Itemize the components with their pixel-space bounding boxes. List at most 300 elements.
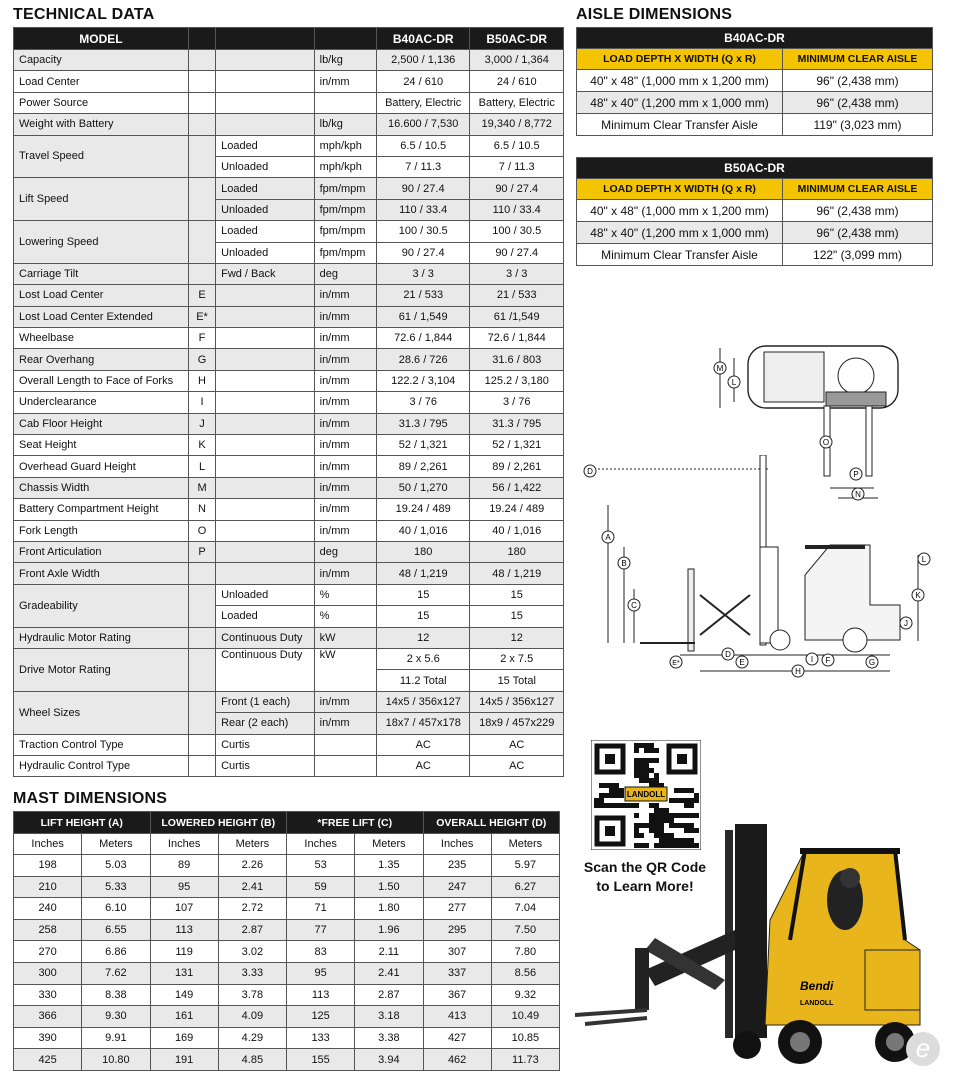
mast-unit-header: Inches	[287, 834, 355, 855]
tech-row	[14, 370, 564, 391]
mast-cell: 307	[423, 941, 491, 963]
tech-condition	[216, 520, 315, 541]
tech-value: 14x5 / 356x127	[470, 691, 564, 712]
tech-param-name: Cab Floor Height	[14, 413, 189, 434]
mast-cell: 89	[150, 855, 218, 877]
tech-value: 90 / 27.4	[470, 178, 564, 199]
tech-value: AC	[470, 734, 564, 755]
aisle-col-clear: MINIMUM CLEAR AISLE	[783, 179, 933, 200]
mast-cell: 9.91	[82, 1027, 150, 1049]
tech-letter	[188, 755, 215, 776]
tech-value: 19.24 / 489	[470, 499, 564, 520]
tech-row	[14, 349, 564, 370]
tech-value: 19,340 / 8,772	[470, 114, 564, 135]
aisle-cell: 40" x 48" (1,000 mm x 1,200 mm)	[577, 200, 783, 222]
aisle-cell: 96" (2,438 mm)	[783, 222, 933, 244]
tech-value: 21 / 533	[470, 285, 564, 306]
tech-value: 100 / 30.5	[470, 221, 564, 242]
tech-unit: in/mm	[314, 370, 376, 391]
tech-param-name: Lowering Speed	[14, 221, 189, 264]
tech-unit: lb/kg	[314, 114, 376, 135]
mast-cell: 2.11	[355, 941, 423, 963]
mast-cell: 155	[287, 1049, 355, 1071]
tech-letter: M	[188, 477, 215, 498]
tech-row	[14, 263, 564, 284]
tech-param-name: Wheel Sizes	[14, 691, 189, 734]
mast-cell: 6.55	[82, 919, 150, 941]
tech-param-name: Overall Length to Face of Forks	[14, 370, 189, 391]
mast-cell: 1.80	[355, 898, 423, 920]
label-d-bottom: D	[725, 650, 731, 659]
tech-letter	[188, 71, 215, 92]
tech-letter: K	[188, 435, 215, 456]
aisle-row	[577, 244, 933, 266]
side-view-diagram	[580, 455, 940, 680]
tech-condition	[216, 71, 315, 92]
tech-condition	[216, 413, 315, 434]
tech-value: 15 Total	[470, 670, 564, 691]
tech-value: Battery, Electric	[376, 92, 470, 113]
tech-value: 40 / 1,016	[470, 520, 564, 541]
aisle-table-b50	[576, 157, 933, 266]
mast-cell: 5.03	[82, 855, 150, 877]
tech-condition: Continuous Duty	[216, 627, 315, 648]
mast-cell: 10.85	[491, 1027, 559, 1049]
tech-row	[14, 114, 564, 135]
tech-param-name: Travel Speed	[14, 135, 189, 178]
tech-letter: I	[188, 392, 215, 413]
label-d-side: D	[587, 467, 593, 476]
mast-cell: 2.72	[218, 898, 286, 920]
mast-row	[14, 919, 560, 941]
mast-cell: 2.41	[218, 876, 286, 898]
tech-value: 19.24 / 489	[376, 499, 470, 520]
label-p: P	[853, 470, 859, 479]
aisle-col-load: LOAD DEPTH X WIDTH (Q x R)	[577, 49, 783, 70]
mast-cell: 198	[14, 855, 82, 877]
qr-logo: LANDOLL	[626, 790, 666, 799]
tech-row	[14, 734, 564, 755]
tech-value: 89 / 2,261	[376, 456, 470, 477]
tech-condition: Unloaded	[216, 199, 315, 220]
tech-value: 110 / 33.4	[470, 199, 564, 220]
mast-cell: 113	[287, 984, 355, 1006]
aisle-cell: 122" (3,099 mm)	[783, 244, 933, 266]
tech-condition: Front (1 each)	[216, 691, 315, 712]
mast-row	[14, 1027, 560, 1049]
tech-value: 6.5 / 10.5	[470, 135, 564, 156]
mast-cell: 149	[150, 984, 218, 1006]
tech-letter	[188, 627, 215, 648]
tech-param-name: Front Axle Width	[14, 563, 189, 584]
tech-value: 3 / 3	[376, 263, 470, 284]
aisle-cell: Minimum Clear Transfer Aisle	[577, 114, 783, 136]
tech-row	[14, 413, 564, 434]
tech-param-name: Front Articulation	[14, 541, 189, 562]
mast-cell: 270	[14, 941, 82, 963]
mast-cell: 3.38	[355, 1027, 423, 1049]
mast-unit-header: Inches	[14, 834, 82, 855]
tech-letter	[188, 221, 215, 264]
forklift-model: LANDOLL	[800, 1000, 834, 1007]
tech-unit: in/mm	[314, 285, 376, 306]
aisle-table-b40	[576, 27, 933, 136]
tech-unit	[314, 92, 376, 113]
tech-letter: P	[188, 541, 215, 562]
tech-unit: in/mm	[314, 392, 376, 413]
tech-value: 2 x 7.5	[470, 648, 564, 669]
tech-condition: Curtis	[216, 755, 315, 776]
tech-value: 100 / 30.5	[376, 221, 470, 242]
tech-row	[14, 477, 564, 498]
mast-cell: 425	[14, 1049, 82, 1071]
tech-title: TECHNICAL DATA	[13, 6, 155, 23]
tech-condition: Loaded	[216, 221, 315, 242]
tech-unit: %	[314, 584, 376, 605]
tech-condition: Rear (2 each)	[216, 713, 315, 734]
tech-condition: Unloaded	[216, 156, 315, 177]
tech-value: 6.5 / 10.5	[376, 135, 470, 156]
technical-data-table	[13, 27, 564, 777]
tech-value: 15	[376, 584, 470, 605]
tech-letter: O	[188, 520, 215, 541]
label-o: O	[822, 438, 830, 447]
tech-condition	[216, 285, 315, 306]
tech-unit: in/mm	[314, 477, 376, 498]
mast-cell: 210	[14, 876, 82, 898]
tech-value: 90 / 27.4	[470, 242, 564, 263]
tech-value: 52 / 1,321	[470, 435, 564, 456]
tech-col-header: B50AC-DR	[470, 28, 564, 50]
mast-cell: 6.10	[82, 898, 150, 920]
tech-row	[14, 541, 564, 562]
tech-condition: Unloaded	[216, 242, 315, 263]
tech-row	[14, 92, 564, 113]
mast-cell: 71	[287, 898, 355, 920]
tech-unit: in/mm	[314, 713, 376, 734]
tech-row	[14, 392, 564, 413]
mast-cell: 300	[14, 962, 82, 984]
tech-value: 90 / 27.4	[376, 242, 470, 263]
tech-condition	[216, 392, 315, 413]
tech-unit: in/mm	[314, 499, 376, 520]
aisle-col-clear: MINIMUM CLEAR AISLE	[783, 49, 933, 70]
tech-letter	[188, 648, 215, 691]
tech-col-header	[314, 28, 376, 50]
mast-cell: 277	[423, 898, 491, 920]
tech-unit: fpm/mpm	[314, 178, 376, 199]
mast-cell: 1.35	[355, 855, 423, 877]
tech-value: 12	[376, 627, 470, 648]
mast-cell: 235	[423, 855, 491, 877]
tech-unit: deg	[314, 263, 376, 284]
mast-unit-header: Meters	[218, 834, 286, 855]
tech-value: 110 / 33.4	[376, 199, 470, 220]
mast-cell: 9.32	[491, 984, 559, 1006]
tech-condition	[216, 563, 315, 584]
mast-cell: 95	[287, 962, 355, 984]
tech-unit: mph/kph	[314, 156, 376, 177]
tech-col-header	[188, 28, 215, 50]
tech-value: 15	[470, 584, 564, 605]
tech-col-header: B40AC-DR	[376, 28, 470, 50]
mast-cell: 11.73	[491, 1049, 559, 1071]
aisle-cell: 48" x 40" (1,200 mm x 1,000 mm)	[577, 92, 783, 114]
tech-value: 18x9 / 457x229	[470, 713, 564, 734]
label-g: G	[868, 658, 876, 667]
tech-unit: kW	[314, 627, 376, 648]
tech-row	[14, 520, 564, 541]
aisle-title: AISLE DIMENSIONS	[576, 6, 733, 23]
mast-cell: 7.80	[491, 941, 559, 963]
aisle-model-header: B50AC-DR	[577, 158, 933, 179]
mast-cell: 7.62	[82, 962, 150, 984]
tech-value: 3 / 76	[470, 392, 564, 413]
mast-row	[14, 1049, 560, 1071]
tech-value: 15	[376, 606, 470, 627]
mast-group-header: *FREE LIFT (C)	[287, 812, 424, 834]
tech-row	[14, 648, 564, 669]
tech-row	[14, 135, 564, 156]
tech-value: AC	[470, 755, 564, 776]
tech-param-name: Underclearance	[14, 392, 189, 413]
mast-cell: 2.41	[355, 962, 423, 984]
tech-unit: in/mm	[314, 456, 376, 477]
aisle-row	[577, 70, 933, 92]
tech-col-header: MODEL	[14, 28, 189, 50]
mast-cell: 330	[14, 984, 82, 1006]
mast-cell: 5.33	[82, 876, 150, 898]
tech-param-name: Battery Compartment Height	[14, 499, 189, 520]
mast-cell: 4.29	[218, 1027, 286, 1049]
tech-param-name: Traction Control Type	[14, 734, 189, 755]
tech-param-name: Wheelbase	[14, 328, 189, 349]
forklift-brand: Bendi	[800, 979, 834, 993]
tech-condition	[216, 477, 315, 498]
mast-cell: 113	[150, 919, 218, 941]
mast-cell: 390	[14, 1027, 82, 1049]
mast-cell: 3.94	[355, 1049, 423, 1071]
tech-value: 90 / 27.4	[376, 178, 470, 199]
mast-cell: 413	[423, 1006, 491, 1028]
tech-value: 31.3 / 795	[470, 413, 564, 434]
mast-cell: 6.27	[491, 876, 559, 898]
tech-value: 3 / 76	[376, 392, 470, 413]
mast-row	[14, 962, 560, 984]
tech-letter: N	[188, 499, 215, 520]
mast-cell: 9.30	[82, 1006, 150, 1028]
tech-condition	[216, 456, 315, 477]
tech-value: 11.2 Total	[376, 670, 470, 691]
mast-cell: 10.80	[82, 1049, 150, 1071]
mast-cell: 367	[423, 984, 491, 1006]
tech-condition	[216, 328, 315, 349]
mast-cell: 125	[287, 1006, 355, 1028]
tech-letter	[188, 691, 215, 734]
tech-unit: in/mm	[314, 520, 376, 541]
tech-unit: in/mm	[314, 306, 376, 327]
mast-cell: 258	[14, 919, 82, 941]
mast-cell: 59	[287, 876, 355, 898]
mast-cell: 119	[150, 941, 218, 963]
tech-param-name: Capacity	[14, 50, 189, 71]
mast-cell: 3.02	[218, 941, 286, 963]
tech-letter: E*	[188, 306, 215, 327]
tech-value: 48 / 1,219	[470, 563, 564, 584]
tech-param-name: Lost Load Center	[14, 285, 189, 306]
tech-letter: G	[188, 349, 215, 370]
tech-value: 14x5 / 356x127	[376, 691, 470, 712]
label-e: E	[739, 658, 745, 667]
tech-value: 18x7 / 457x178	[376, 713, 470, 734]
tech-condition	[216, 114, 315, 135]
tech-condition	[216, 499, 315, 520]
mast-cell: 131	[150, 962, 218, 984]
tech-header-row	[14, 28, 564, 50]
tech-value: 40 / 1,016	[376, 520, 470, 541]
mast-cell: 7.50	[491, 919, 559, 941]
mast-row	[14, 898, 560, 920]
tech-value: 31.3 / 795	[376, 413, 470, 434]
tech-condition: Continuous Duty	[216, 648, 315, 691]
mast-cell: 169	[150, 1027, 218, 1049]
mast-cell: 107	[150, 898, 218, 920]
tech-letter	[188, 50, 215, 71]
tech-unit: in/mm	[314, 71, 376, 92]
tech-value: 2 x 5.6	[376, 648, 470, 669]
mast-cell: 1.50	[355, 876, 423, 898]
tech-row	[14, 71, 564, 92]
tech-param-name: Chassis Width	[14, 477, 189, 498]
label-j: J	[904, 619, 908, 628]
aisle-cell: 96" (2,438 mm)	[783, 70, 933, 92]
mast-row	[14, 1006, 560, 1028]
mast-cell: 95	[150, 876, 218, 898]
tech-letter: L	[188, 456, 215, 477]
tech-value: 48 / 1,219	[376, 563, 470, 584]
tech-value: 7 / 11.3	[470, 156, 564, 177]
aisle-cell: 96" (2,438 mm)	[783, 92, 933, 114]
tech-param-name: Load Center	[14, 71, 189, 92]
tech-letter	[188, 563, 215, 584]
mast-cell: 7.04	[491, 898, 559, 920]
tech-condition	[216, 370, 315, 391]
mast-group-header: LOWERED HEIGHT (B)	[150, 812, 287, 834]
aisle-col-load: LOAD DEPTH X WIDTH (Q x R)	[577, 179, 783, 200]
aisle-row	[577, 200, 933, 222]
tech-param-name: Fork Length	[14, 520, 189, 541]
tech-param-name: Seat Height	[14, 435, 189, 456]
tech-param-name: Lost Load Center Extended	[14, 306, 189, 327]
tech-value: 125.2 / 3,180	[470, 370, 564, 391]
label-e-star: E*	[672, 660, 680, 667]
tech-letter	[188, 114, 215, 135]
tech-param-name: Carriage Tilt	[14, 263, 189, 284]
tech-param-name: Lift Speed	[14, 178, 189, 221]
tech-condition	[216, 435, 315, 456]
tech-col-header	[216, 28, 315, 50]
tech-condition: Loaded	[216, 135, 315, 156]
aisle-row	[577, 92, 933, 114]
forklift-photo	[575, 820, 935, 1070]
mast-cell: 133	[287, 1027, 355, 1049]
tech-value: AC	[376, 755, 470, 776]
tech-row	[14, 435, 564, 456]
qr-caption-line1: Scan the QR Code	[583, 859, 707, 875]
tech-row	[14, 456, 564, 477]
tech-condition	[216, 50, 315, 71]
mast-row	[14, 984, 560, 1006]
mast-unit-header: Inches	[150, 834, 218, 855]
aisle-cell: Minimum Clear Transfer Aisle	[577, 244, 783, 266]
tech-letter: J	[188, 413, 215, 434]
tech-value: 72.6 / 1,844	[376, 328, 470, 349]
mast-cell: 53	[287, 855, 355, 877]
tech-value: 61 / 1,549	[376, 306, 470, 327]
label-h: H	[795, 667, 801, 676]
tech-condition: Loaded	[216, 178, 315, 199]
tech-letter	[188, 135, 215, 178]
tech-value: 61 /1,549	[470, 306, 564, 327]
tech-value: 7 / 11.3	[376, 156, 470, 177]
mast-group-header: OVERALL HEIGHT (D)	[423, 812, 560, 834]
mast-cell: 247	[423, 876, 491, 898]
aisle-cell: 119" (3,023 mm)	[783, 114, 933, 136]
tech-value: 180	[470, 541, 564, 562]
mast-unit-header: Meters	[491, 834, 559, 855]
tech-value: 12	[470, 627, 564, 648]
tech-row	[14, 221, 564, 242]
aisle-row	[577, 114, 933, 136]
mast-cell: 77	[287, 919, 355, 941]
tech-value: 56 / 1,422	[470, 477, 564, 498]
tech-row	[14, 627, 564, 648]
mast-cell: 295	[423, 919, 491, 941]
aisle-cell: 96" (2,438 mm)	[783, 200, 933, 222]
tech-value: Battery, Electric	[470, 92, 564, 113]
mast-row	[14, 876, 560, 898]
mast-cell: 3.18	[355, 1006, 423, 1028]
mast-unit-header: Meters	[82, 834, 150, 855]
tech-condition: Loaded	[216, 606, 315, 627]
label-b: B	[621, 559, 627, 568]
tech-value: AC	[376, 734, 470, 755]
label-k: K	[915, 591, 921, 600]
mast-cell: 462	[423, 1049, 491, 1071]
tech-unit: fpm/mpm	[314, 221, 376, 242]
tech-letter: H	[188, 370, 215, 391]
mast-cell: 2.26	[218, 855, 286, 877]
label-n: N	[855, 490, 861, 499]
tech-letter: F	[188, 328, 215, 349]
mast-cell: 4.09	[218, 1006, 286, 1028]
mast-cell: 3.33	[218, 962, 286, 984]
tech-letter	[188, 734, 215, 755]
tech-row	[14, 691, 564, 712]
tech-row	[14, 499, 564, 520]
mast-cell: 427	[423, 1027, 491, 1049]
tech-letter	[188, 263, 215, 284]
aisle-row	[577, 222, 933, 244]
e-logo-icon[interactable]: e	[906, 1032, 940, 1066]
aisle-cell: 48" x 40" (1,200 mm x 1,000 mm)	[577, 222, 783, 244]
mast-dimensions-table	[13, 811, 560, 1071]
tech-param-name: Hydraulic Control Type	[14, 755, 189, 776]
tech-unit: in/mm	[314, 563, 376, 584]
tech-unit: kW	[314, 648, 376, 691]
mast-unit-header: Inches	[423, 834, 491, 855]
tech-unit: in/mm	[314, 413, 376, 434]
